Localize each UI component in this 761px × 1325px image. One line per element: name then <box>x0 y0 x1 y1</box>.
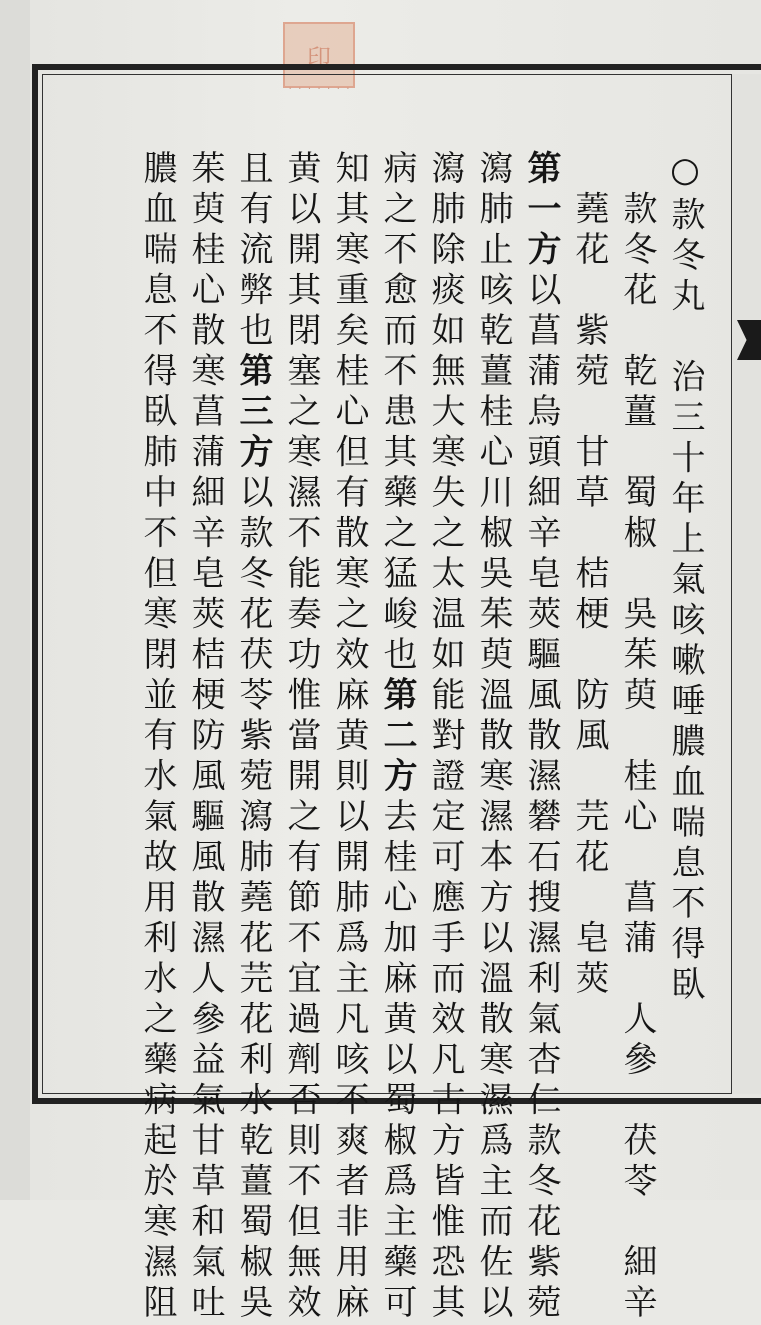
section-heading-2: 第二方 <box>377 676 417 798</box>
text-column-3: 蕘花 紫菀 甘草 桔梗 防風 芫花 皂莢 <box>569 150 609 1001</box>
text-column-1: ○款冬丸 治三十年上氣咳嗽唾膿血喘息不得臥 <box>665 150 705 1007</box>
page-gutter <box>0 0 30 1200</box>
center-fold-strip <box>732 74 761 1094</box>
seal-caption: · · · · · · · <box>287 84 351 93</box>
text-column-11: 茱萸桂心散寒菖蒲細辛皂莢桔梗防風驅風散濕人參益氣甘草和氣吐 <box>185 150 225 1325</box>
bleed-through-text <box>90 95 127 303</box>
text-column-8: 知其寒重矣桂心但有散寒之效麻黄則以開肺爲主凡咳不爽者非用麻 <box>329 150 369 1325</box>
text-column-7: 病之不愈而不患其藥之猛峻也第二方去桂心加麻黄以蜀椒爲主藥可 <box>377 150 417 1325</box>
text-column-2: 款冬花 乾薑 蜀椒 吳茱萸 桂心 菖蒲 人參 茯苓 細辛 <box>617 150 657 1325</box>
text-column-12: 膿血喘息不得臥肺中不但寒閉並有水氣故用利水之藥病起於寒濕阻 <box>137 150 177 1325</box>
section-heading-1: 第一方 <box>521 150 561 272</box>
library-seal-stamp: 印 <box>283 22 355 88</box>
text-column-6: 瀉肺除痰如無大寒失之太温如能對證定可應手而效凡古方皆惟恐其 <box>425 150 465 1325</box>
section-heading-3: 第三方 <box>233 352 273 474</box>
text-column-5: 瀉肺止咳乾薑桂心川椒吳茱萸溫散寒濕本方以溫散寒濕爲主而佐以 <box>473 150 513 1325</box>
text-column-10: 且有流弊也第三方以款冬花茯苓紫菀瀉肺蕘花芫花利水乾薑蜀椒吳 <box>233 150 273 1325</box>
text-column-9: 黄以開其閉塞之寒濕不能奏功惟當開之有節不宜過劑否則不但無效 <box>281 150 321 1325</box>
text-column-4: 第一方以菖蒲烏頭細辛皂莢驅風散濕礬石搜濕利氣杏仁款冬花紫菀 <box>521 150 561 1325</box>
